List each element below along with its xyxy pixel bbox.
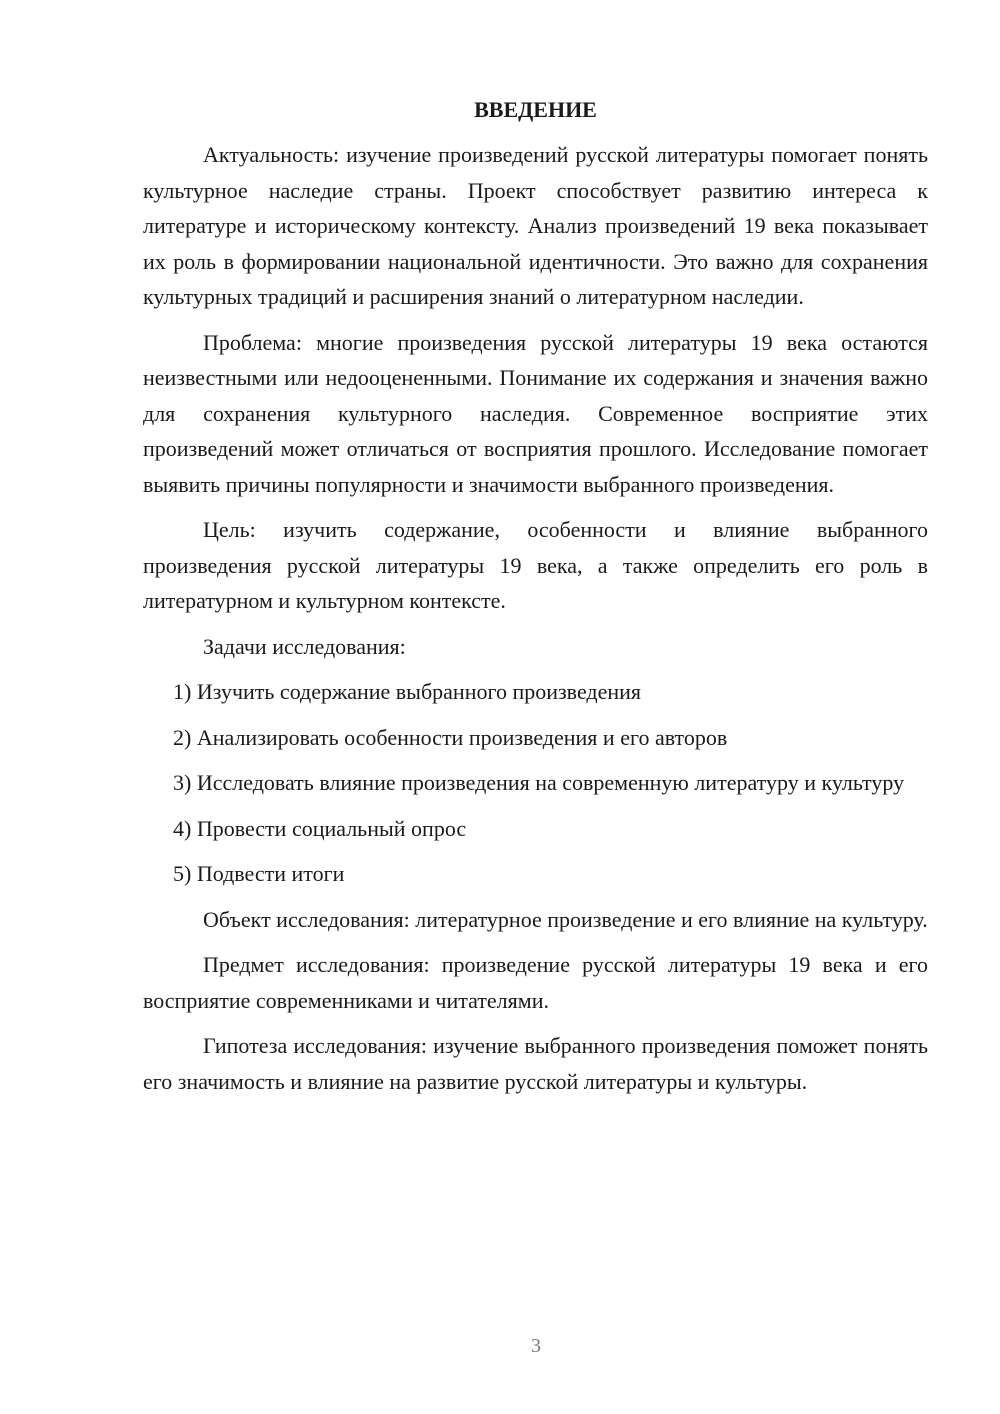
task-item: 1) Изучить содержание выбранного произведения [173, 679, 642, 704]
page-number: 3 [531, 1335, 541, 1357]
subject-paragraph: Предмет исследования: произведение русской литературы 19 века и его восприятие современниками и читателями. [143, 952, 928, 1013]
task-item: 3) Исследовать влияние произведения на современную литературу и культуру [173, 770, 905, 795]
problem-paragraph: Проблема: многие произведения русской литературы 19 века остаются неизвестными или недооцененными. Понимание их содержания и значения важно для сохранения культурного наследия. Современное восприятие этих произведений может отличаться от восприятия прошлого. Исследование помогает выявить причины популярности и значимости выбранного произведения. [143, 329, 928, 497]
tasks-heading: Задачи исследования: [203, 633, 406, 659]
page-content [143, 95, 928, 1109]
relevance-paragraph: Актуальность: изучение произведений русской литературы помогает понять культурное наследие страны. Проект способствует развитию интереса к литературе и историческому контексту. Анализ произведений 19 века показывает их роль в формировании национальной идентичности. Это важно для сохранения культурных традиций и расширения знаний о литературном наследии. [143, 142, 928, 309]
page-title: ВВЕДЕНИЕ [474, 97, 597, 122]
goal-paragraph: Цель: изучить содержание, особенности и влияние выбранного произведения русской литературы 19 века, а также определить его роль в литературном и культурном контексте. [143, 517, 928, 613]
task-item: 4) Провести социальный опрос [173, 815, 467, 841]
object-paragraph: Объект исследования: литературное произведение и его влияние на культуру. [203, 906, 928, 932]
task-item: 2) Анализировать особенности произведения и его авторов [173, 724, 728, 750]
hypothesis-paragraph: Гипотеза исследования: изучение выбранного произведения поможет понять его значимость и влияние на развитие русской литературы и культуры. [143, 1033, 928, 1094]
task-item: 5) Подвести итоги [173, 861, 345, 886]
